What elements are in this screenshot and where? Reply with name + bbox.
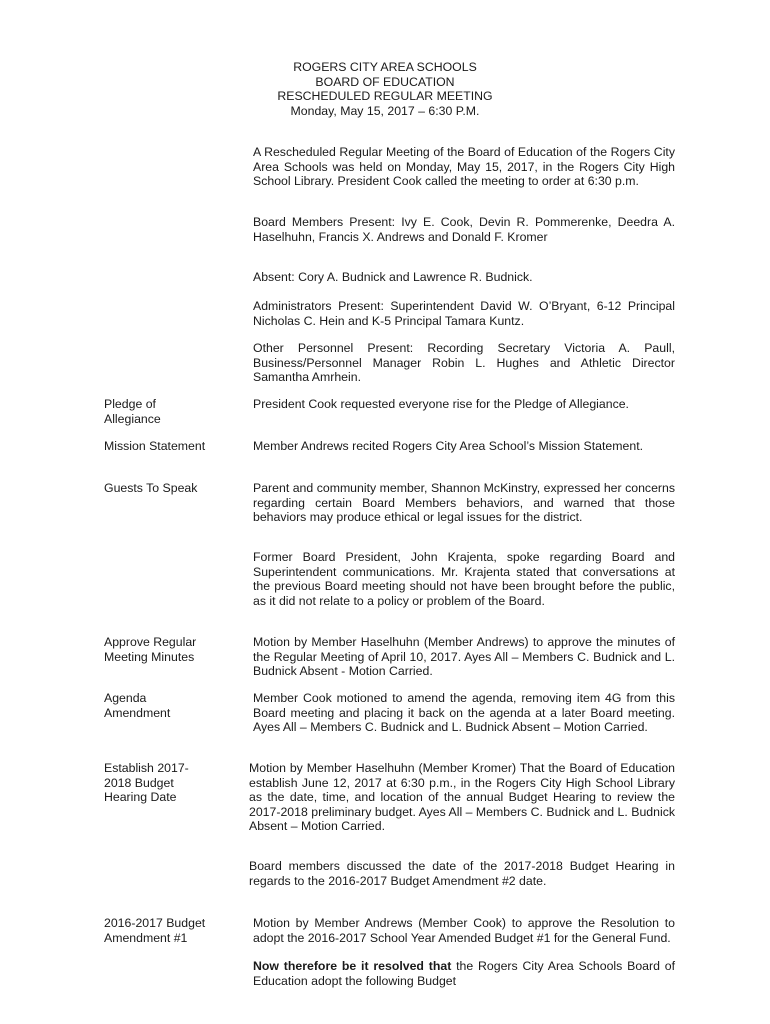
amendment-label: 2016-2017 Budget Amendment #1 — [104, 916, 206, 945]
budget-hearing-text-2: Board members discussed the date of the 2017-2018 Budget Hearing in regards to the 2016-2017 Budget Amendment #2 date. — [249, 859, 675, 888]
document-header — [0, 60, 770, 118]
pledge-text: President Cook requested everyone rise for the Pledge of Allegiance. — [253, 397, 629, 411]
agenda-text: Member Cook motioned to amend the agenda, removing item 4G from this Board meeting and placing it back on the agenda at a later Board meeting. Ayes All – Members C. Budnick and L. Budnick Absent – Motion Carried. — [253, 691, 675, 735]
minutes-text: Motion by Member Haselhuhn (Member Andrews) to approve the minutes of the Regular Meeting of April 10, 2017. Ayes All – Members C. Budnick and L. Budnick Absent - Motion Carried. — [253, 635, 675, 679]
administrators-present: Administrators Present: Superintendent David W. O’Bryant, 6-12 Principal Nicholas C. Hein and K-5 Principal Tamara Kuntz. — [253, 299, 675, 328]
guests-text-2: Former Board President, John Krajenta, spoke regarding Board and Superintendent communications. Mr. Krajenta stated that conversations at the previous Board meeting should not have been brought before the public, as it did not relate to a policy or problem of the Board. — [253, 550, 675, 608]
mission-label: Mission Statement — [104, 439, 206, 453]
district-name: ROGERS CITY AREA SCHOOLS — [293, 60, 477, 74]
resolution-text: the Rogers City Area Schools Board of Education adopt the following Budget — [253, 959, 675, 988]
meeting-type: RESCHEDULED REGULAR MEETING — [277, 89, 493, 103]
mission-text: Member Andrews recited Rogers City Area School’s Mission Statement. — [253, 439, 644, 453]
minutes-label: Approve Regular Meeting Minutes — [104, 635, 197, 664]
pledge-label: Pledge of Allegiance — [104, 397, 161, 426]
guests-label: Guests To Speak — [104, 481, 198, 495]
members-absent: Absent: Cory A. Budnick and Lawrence R. Budnick. — [253, 270, 533, 284]
meeting-date: Monday, May 15, 2017 – 6:30 P.M. — [290, 103, 480, 118]
other-personnel-present: Other Personnel Present: Recording Secretary Victoria A. Paull, Business/Personnel Manager Robin L. Hughes and Athletic Director Samantha Amrhein. — [253, 341, 675, 385]
budget-hearing-label: Establish 2017-2018 Budget Hearing Date — [104, 761, 189, 805]
opening-paragraph: A Rescheduled Regular Meeting of the Board of Education of the Rogers City Area Schools was held on Monday, May 15, 2017, in the Rogers City High School Library. President Cook called the meeting to order at 6:30 p.m. — [253, 145, 675, 189]
amendment-text-1: Motion by Member Andrews (Member Cook) to approve the Resolution to adopt the 2016-2017 School Year Amended Budget #1 for the General Fund. — [253, 916, 675, 945]
budget-hearing-text-1: Motion by Member Haselhuhn (Member Kromer) That the Board of Education establish June 12, 2017 at 6:30 p.m., in the Rogers City High School Library as the date, time, and location of the annual Budget Hearing to review the 2017-2018 preliminary budget. Ayes All – Members C. Budnick and L. Budnick Absent – Motion Carried. — [249, 761, 675, 834]
board-name: BOARD OF EDUCATION — [315, 74, 455, 89]
resolution-bold-phrase: Now therefore be it resolved that — [253, 959, 452, 973]
amendment-resolution — [253, 959, 675, 988]
agenda-label: Agenda Amendment — [104, 691, 171, 720]
members-present: Board Members Present: Ivy E. Cook, Devin R. Pommerenke, Deedra A. Haselhuhn, Francis X. Andrews and Donald F. Kromer — [253, 215, 675, 244]
guests-text-1: Parent and community member, Shannon McKinstry, expressed her concerns regarding certain Board Members behaviors, and warned that those behaviors may produce ethical or legal issues for the district. — [253, 481, 675, 525]
